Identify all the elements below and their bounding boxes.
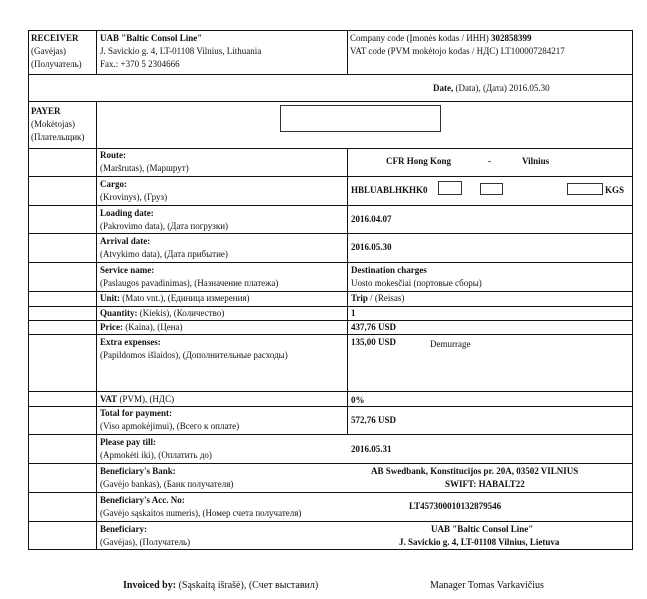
company-code-line xyxy=(350,33,531,44)
cargo-box-3 xyxy=(567,183,603,195)
row-divider xyxy=(28,463,632,464)
col-divider xyxy=(96,101,97,148)
company-code-value: 302858399 xyxy=(490,33,532,43)
unit-label-bold: Unit: xyxy=(100,293,120,303)
quantity-label xyxy=(100,308,224,319)
manager-name: Manager Tomas Varkavičius xyxy=(430,580,544,591)
route-to: Vilnius xyxy=(522,156,550,166)
row-divider xyxy=(28,391,632,392)
price-label-rest: (Kaina), (Цена) xyxy=(125,322,183,332)
loading-sub: (Pakrovimo data), (Дата погрузки) xyxy=(100,221,229,231)
service-value-sub: Uosto mokesčiai (портовые сборы) xyxy=(351,278,482,288)
col-divider xyxy=(96,30,97,74)
document-date xyxy=(433,83,550,94)
total-sub: (Viso apmokėjimui), (Всего к оплате) xyxy=(100,421,240,431)
receiver-label: RECEIVER xyxy=(31,33,79,43)
payer-label-ru: (Плательщик) xyxy=(31,132,85,142)
payer-label: PAYER xyxy=(31,106,61,116)
extra-sub: (Papildomos išlaidos), (Дополнительные расходы) xyxy=(100,350,288,360)
col-divider xyxy=(347,30,348,74)
arrival-value: 2016.05.30 xyxy=(351,242,392,252)
row-divider xyxy=(28,306,632,307)
route-separator: - xyxy=(488,156,491,166)
vat-value: 0% xyxy=(351,395,365,405)
beneficiary-address: J. Savickio g. 4, LT-01108 Vilnius, Lietuva xyxy=(399,537,560,547)
invoiced-by xyxy=(123,580,318,592)
extra-note: Demurrage xyxy=(430,339,471,349)
total-value: 572,76 USD xyxy=(351,415,397,425)
route-sub: (Maršrutas), (Маршрут) xyxy=(100,163,189,173)
extra-value: 135,00 USD xyxy=(351,337,397,347)
date-value: 2016.05.30 xyxy=(509,83,550,93)
row-divider xyxy=(28,148,632,149)
price-label-bold: Price: xyxy=(100,322,123,332)
receiver-label-ru: (Получатель) xyxy=(31,59,82,69)
row-divider xyxy=(28,406,632,407)
quantity-label-rest: (Kiekis), (Количество) xyxy=(139,308,225,318)
invoiced-by-label: Invoiced by: xyxy=(123,580,177,591)
vat-label xyxy=(100,394,174,405)
row-divider xyxy=(28,492,632,493)
price-label xyxy=(100,322,183,333)
receiver-fax: Fax.: +370 5 2304666 xyxy=(100,59,180,69)
receiver-label-lt: (Gavėjas) xyxy=(31,46,66,56)
unit-value-rest: / (Reisas) xyxy=(370,293,405,303)
beneficiary-sub: (Gavėjas), (Получатель) xyxy=(100,537,191,547)
vat-code-label: VAT code (PVM mokėtojo kodas / НДС) xyxy=(350,46,499,56)
row-divider xyxy=(28,291,632,292)
price-value: 437,76 USD xyxy=(351,322,397,332)
cargo-sub: (Krovinys), (Груз) xyxy=(100,192,168,202)
service-value: Destination charges xyxy=(351,265,427,275)
receiver-name: UAB "Baltic Consol Line" xyxy=(100,33,203,43)
cargo-value: HBLUABLHKHK0 xyxy=(351,185,428,195)
extra-label: Extra expenses: xyxy=(100,337,161,347)
row-divider xyxy=(28,434,632,435)
payer-input-box[interactable] xyxy=(280,105,441,132)
paytill-label: Please pay till: xyxy=(100,437,156,447)
payer-label-lt: (Mokėtojas) xyxy=(31,119,75,129)
vat-label-bold: VAT xyxy=(100,394,118,404)
acc-sub: (Gavėjo sąskaitos numeris), (Номер счета получателя) xyxy=(100,508,302,518)
beneficiary-name: UAB "Baltic Consol Line" xyxy=(431,524,534,534)
route-from: CFR Hong Kong xyxy=(386,156,452,166)
loading-label: Loading date: xyxy=(100,208,154,218)
row-divider xyxy=(28,320,632,321)
company-code-label: Company code (Įmonės kodas / ИНН) xyxy=(350,33,489,43)
invoiced-by-translations: (Sąskaitą išrašė), (Счет выставил) xyxy=(178,580,319,591)
route-label: Route: xyxy=(100,150,126,160)
row-divider xyxy=(28,233,632,234)
row-divider xyxy=(28,334,632,335)
beneficiary-label: Beneficiary: xyxy=(100,524,147,534)
total-label: Total for payment: xyxy=(100,408,172,418)
quantity-value: 1 xyxy=(351,308,356,318)
acc-label: Beneficiary's Acc. No: xyxy=(100,495,185,505)
bank-sub: (Gavėjo bankas), (Банк получателя) xyxy=(100,479,234,489)
unit-value xyxy=(351,293,404,304)
unit-label-rest: (Mato vnt.), (Единица измерения) xyxy=(122,293,250,303)
cargo-box-2 xyxy=(480,183,503,195)
paytill-value: 2016.05.31 xyxy=(351,444,392,454)
vat-code-line xyxy=(350,46,565,57)
arrival-label: Arrival date: xyxy=(100,236,151,246)
row-divider xyxy=(28,262,632,263)
cargo-box-1 xyxy=(438,181,462,195)
bank-label: Beneficiary's Bank: xyxy=(100,466,176,476)
date-label: Date, xyxy=(433,83,454,93)
quantity-label-bold: Quantity: xyxy=(100,308,138,318)
service-label: Service name: xyxy=(100,265,155,275)
bank-swift: SWIFT: HABALT22 xyxy=(445,479,525,489)
col-divider xyxy=(96,148,97,550)
row-divider xyxy=(28,74,632,75)
bank-value: AB Swedbank, Konstitucijos pr. 20A, 03502 VILNIUS xyxy=(371,466,579,476)
arrival-sub: (Atvykimo data), (Дата прибытие) xyxy=(100,249,228,259)
service-sub: (Paslaugos pavadinimas), (Назначение платежа) xyxy=(100,278,279,288)
vat-label-rest: (PVM), (НДС) xyxy=(119,394,175,404)
cargo-label: Cargo: xyxy=(100,179,127,189)
receiver-address: J. Savickio g. 4, LT-01108 Vilnius, Lithuania xyxy=(100,46,262,56)
row-divider xyxy=(28,521,632,522)
cargo-unit: KGS xyxy=(605,185,625,195)
unit-label xyxy=(100,293,250,304)
date-label-translations: (Data), (Дата) xyxy=(455,83,507,93)
row-divider xyxy=(28,101,632,102)
col-divider xyxy=(347,148,348,434)
acc-value: LT457300010132879546 xyxy=(409,501,502,511)
unit-value-bold: Trip xyxy=(351,293,368,303)
row-divider xyxy=(28,205,632,206)
loading-value: 2016.04.07 xyxy=(351,214,392,224)
paytill-sub: (Apmokėti iki), (Оплатить до) xyxy=(100,450,212,460)
vat-code-value: LT100007284217 xyxy=(500,46,565,56)
row-divider xyxy=(28,176,632,177)
